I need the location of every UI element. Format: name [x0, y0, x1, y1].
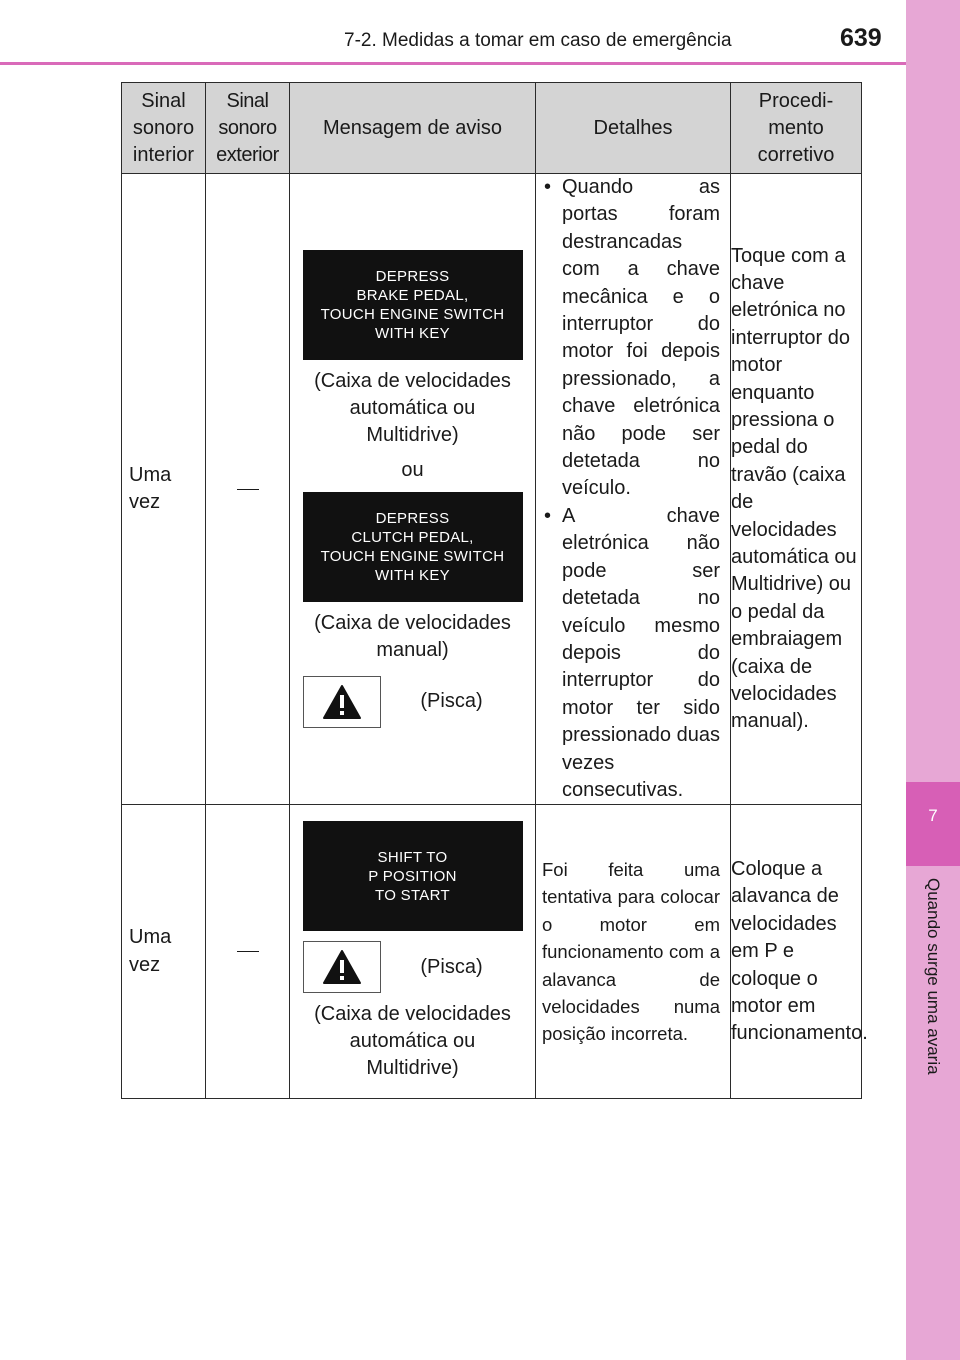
side-tab	[906, 0, 960, 1360]
exterior-signal-none	[206, 174, 290, 805]
details-cell	[536, 174, 731, 805]
warning-message-cell	[290, 174, 536, 805]
chapter-box	[906, 782, 960, 866]
blink-label: (Pisca)	[420, 955, 483, 978]
exterior-signal-none	[206, 805, 290, 1099]
screen-caption: (Caixa de velocidades automática ou Multidrive)	[314, 1003, 511, 1080]
warning-table	[121, 82, 868, 1099]
col-header-exterior: Sinal sonoro exterior	[206, 83, 290, 174]
chapter-label: Quando surge uma avaria	[924, 878, 943, 1075]
chapter-number: 7	[928, 806, 938, 825]
details-cell	[536, 805, 731, 1099]
col-header-details: Detalhes	[536, 83, 731, 174]
warning-screen: DEPRESS CLUTCH PEDAL, TOUCH ENGINE SWITCH WITH KEY	[303, 492, 523, 602]
interior-signal: Uma vez	[122, 805, 206, 1099]
screen-caption: (Caixa de velocidades automática ou Multidrive)	[314, 370, 511, 447]
col-header-procedure: Procedi- mento corretivo	[731, 83, 862, 174]
section-title: 7-2. Medidas a tomar em caso de emergência	[344, 30, 732, 51]
warning-screen: DEPRESS BRAKE PEDAL, TOUCH ENGINE SWITCH WITH KEY	[303, 250, 523, 360]
page-header	[0, 0, 906, 62]
warning-screen: SHIFT TO P POSITION TO START	[303, 821, 523, 931]
table-header-row	[122, 83, 862, 174]
details-item: • Quando as portas foram destrancadas com a chave mecânica e o interruptor do motor foi depois pressionado, a chave eletrónica não pode ser detetada no veículo.	[544, 174, 720, 503]
col-header-interior: Sinal sonoro interior	[122, 83, 206, 174]
procedure-cell: Toque com a chave eletrónica no interruptor do motor enquanto pressiona o pedal do travão (caixa de velocidades automática ou Multidrive) ou o pedal da embraiagem (caixa de velocidades manual).	[731, 174, 862, 805]
header-rule	[0, 62, 906, 65]
table-row	[122, 805, 862, 1099]
screen-caption: (Caixa de velocidades manual)	[314, 612, 511, 662]
warning-message-cell	[290, 805, 536, 1099]
warning-triangle-icon	[303, 941, 381, 993]
blink-indicator	[303, 941, 523, 993]
warning-triangle-icon	[303, 676, 381, 728]
procedure-cell: Coloque a alavanca de velocidades em P e coloque o motor em funcionamento.	[731, 805, 862, 1099]
details-item: • A chave eletrónica não pode ser detetada no veículo mesmo depois do interruptor do motor ter sido pressionado duas vezes consecutivas.	[544, 503, 720, 804]
blink-label: (Pisca)	[420, 690, 483, 713]
details-text: Foi feita uma tentativa para colocar o motor em funcionamento com a alavanca de velocidades numa posição incorreta.	[542, 858, 720, 1045]
separator-text: ou	[401, 459, 424, 482]
interior-signal: Uma vez	[122, 174, 206, 805]
page-number: 639	[840, 24, 882, 52]
col-header-message: Mensagem de aviso	[290, 83, 536, 174]
table-row	[122, 174, 862, 805]
blink-indicator	[303, 676, 523, 728]
